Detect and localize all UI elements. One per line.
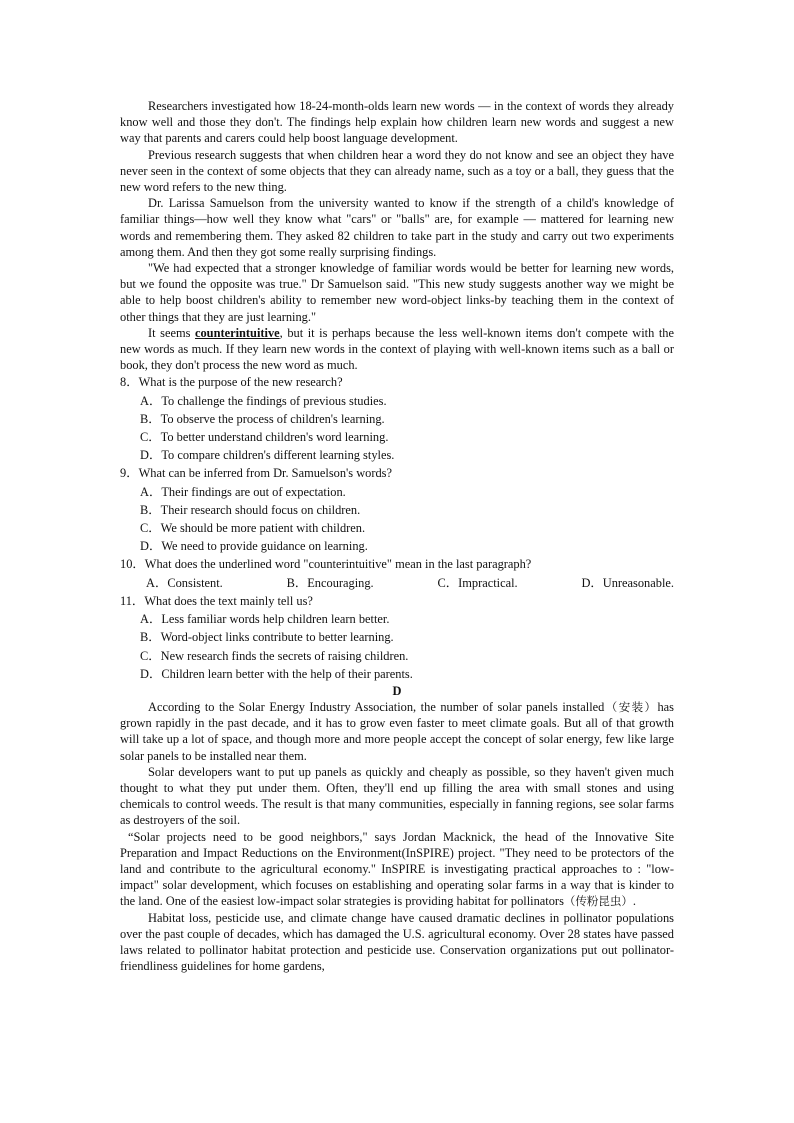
- option-b: B．To observe the process of children's learning.: [140, 411, 385, 426]
- passage-d-paragraph-1: [120, 699, 674, 764]
- passage-c-paragraph-3: Dr. Larissa Samuelson from the university wanted to know if the strength of a child's knowledge of familiar things—how well they know what "cars" or "balls" are, for example — mattered for learning new words and remembering them. They asked 82 children to take part in the study and carry out two experiments among them. And then they got some really surprising findings.: [120, 196, 674, 259]
- option-d: D．To compare children's different learning styles.: [140, 448, 395, 463]
- option-a: A．To challenge the findings of previous studies.: [140, 393, 387, 408]
- option-c: C．We should be more patient with children.: [140, 521, 366, 536]
- option-b: B．Their research should focus on children.: [140, 502, 361, 517]
- question-stem: 8．What is the purpose of the new research?: [120, 375, 343, 390]
- question-stem: 11．What does the text mainly tell us?: [120, 593, 313, 608]
- passage-d-paragraph-3: [120, 829, 674, 910]
- option-d: D．Children learn better with the help of their parents.: [140, 666, 413, 681]
- option-a: A．Consistent.: [146, 575, 223, 590]
- chinese-gloss: （安装）: [604, 699, 658, 714]
- option-b: B．Encouraging.: [286, 575, 374, 590]
- option-a: A．Their findings are out of expectation.: [140, 484, 346, 499]
- option-row: [146, 574, 674, 592]
- option-b: B．Word-object links contribute to better learning.: [140, 630, 394, 645]
- paragraph-3-end: .: [632, 894, 636, 909]
- exam-page: [120, 98, 674, 974]
- option-c: C．New research finds the secrets of raising children.: [140, 648, 409, 663]
- question-10: [120, 555, 674, 591]
- paragraph-5-start: It seems: [148, 325, 195, 340]
- passage-c-paragraph-1: Researchers investigated how 18-24-month-olds learn new words — in the context of words they already know well and those they don't. The findings help explain how children learn new words and suggest a new way that parents and carers could help boost language development.: [120, 99, 674, 146]
- option-c: C．Impractical.: [437, 575, 518, 590]
- question-9: [120, 464, 674, 555]
- section-heading-d: D: [392, 683, 402, 698]
- underlined-word: counterintuitive: [194, 325, 280, 340]
- option-c: C．To better understand children's word learning.: [140, 430, 389, 445]
- passage-d-paragraph-4: Habitat loss, pesticide use, and climate change have caused dramatic declines in pollinator populations over the past couple of decades, which has damaged the U.S. agricultural economy. Over 28 states have passed laws related to pollinator habitat protection and pesticide use. Conservation organizations put out pollinator-friendliness guidelines for home gardens,: [120, 910, 674, 974]
- question-stem: 10．What does the underlined word "counterintuitive" mean in the last paragraph?: [120, 557, 532, 572]
- question-stem: 9．What can be inferred from Dr. Samuelson's words?: [120, 466, 392, 481]
- paragraph-5-end: , but it is perhaps because the less well-known items don't compete with the new words as much. If they learn new words in the context of playing with well-known items such as a ball or book, they don't process the new word as much.: [120, 325, 674, 373]
- paragraph-3-start: “Solar projects need to be good neighbors," says Jordan Macknick, the head of the Innovative Site Preparation and Impact Reductions on the Environment(InSPIRE) project. "They need to be protectors of the land and contribute to the agricultural economy." InSPIRE is investigating practical approaches to : "low-impact" solar development, which focuses on establishing and operating solar farms in a way that is kinder to the land. One of the easiest low-impact solar strategies is providing habitat for pollinators: [120, 829, 674, 909]
- question-8: [120, 373, 674, 464]
- paragraph-1-end: has grown rapidly in the past decade, and it has to grow even faster to meet climate goals. But all of that growth will take up a lot of space, and though more and more people accept the concept of solar energy, few like large solar panels to be installed near them.: [120, 699, 675, 763]
- passage-c-paragraph-2: Previous research suggests that when children hear a word they do not know and see an object they have never seen in the context of some objects that they can already name, such as a toy or a ball, they guess that the new word refers to the new thing.: [120, 147, 674, 195]
- question-11: [120, 592, 674, 683]
- chinese-gloss: （传粉昆虫）: [563, 894, 633, 909]
- option-a: A．Less familiar words help children learn better.: [140, 612, 390, 627]
- passage-c-paragraph-4: "We had expected that a stronger knowledge of familiar words would be better for learning new words, but we found the opposite was true." Dr Samuelson said. "This new study suggests another way we might be able to help boost children's ability to remember new word-object links-by teaching them in the context of other things that they are just learning.": [120, 261, 674, 324]
- option-d: D．We need to provide guidance on learning.: [140, 539, 368, 554]
- passage-d-paragraph-2: Solar developers want to put up panels as quickly and cheaply as possible, so they haven't given much thought to what they put under them. Often, they'll end up filling the area with small stones and using chemicals to control weeds. The result is that many communities, especially in fanning regions, see solar farms as destroyers of the soil.: [120, 764, 674, 828]
- paragraph-1-start: According to the Solar Energy Industry Association, the number of solar panels installed: [148, 699, 605, 714]
- passage-c-paragraph-5: [120, 325, 674, 374]
- option-d: D．Unreasonable.: [581, 575, 674, 590]
